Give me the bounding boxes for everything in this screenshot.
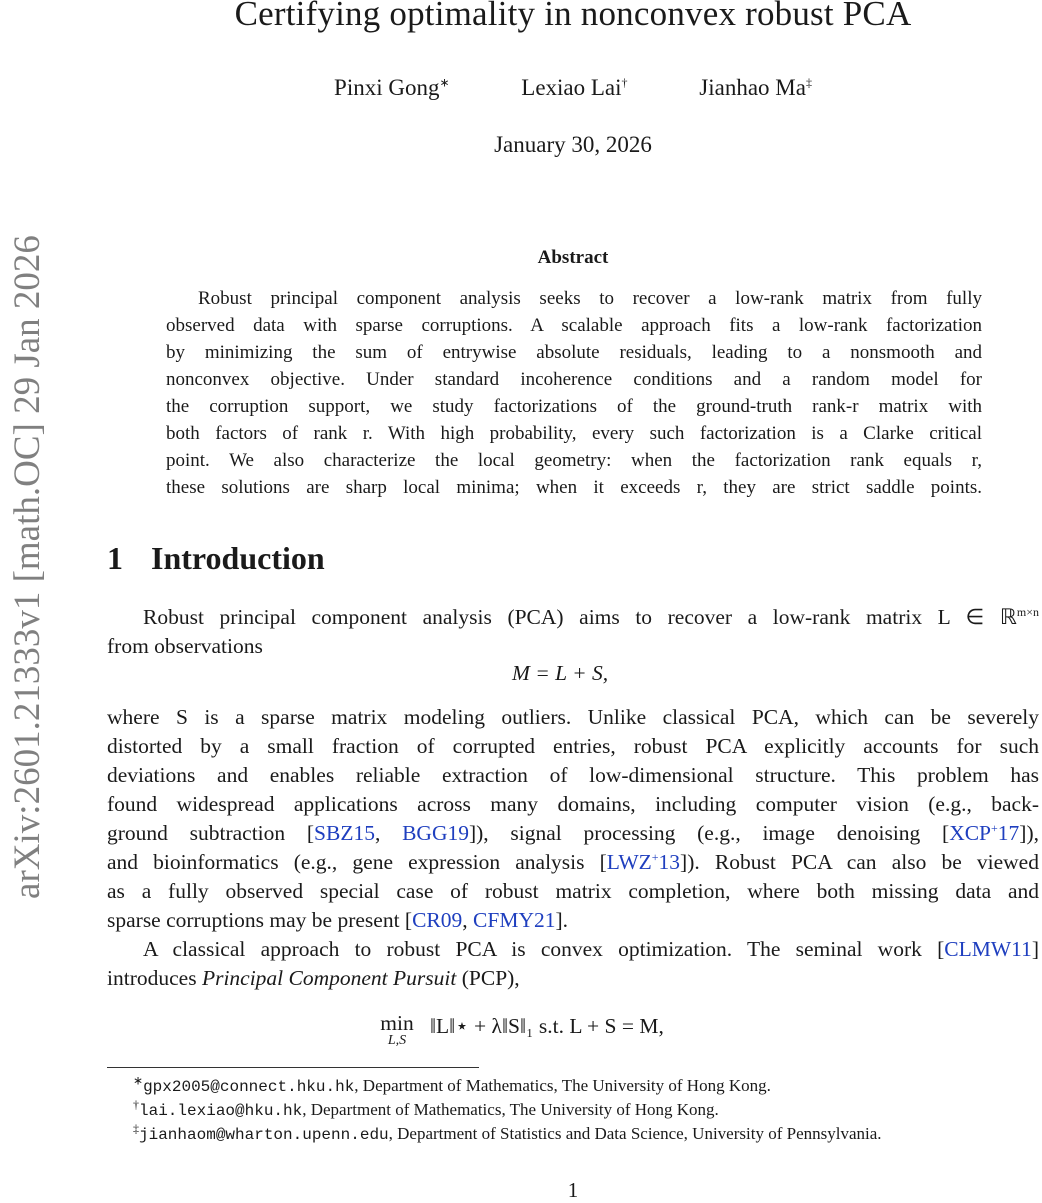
body-line: found widespread applications across many domains, including computer vision (e.g., back- xyxy=(107,792,1039,816)
abstract-line: Robust principal component analysis seeks to recover a low-rank matrix from fully xyxy=(198,288,982,309)
body-line: where S is a sparse matrix modeling outliers. Unlike classical PCA, which can be severely xyxy=(107,705,1039,729)
email: lai.lexiao@hku.hk xyxy=(139,1102,303,1120)
body-line: and bioinformatics (e.g., gene expression analysis [LWZ+13]). Robust PCA can also be viewed xyxy=(107,849,1039,874)
section-title: Introduction xyxy=(151,540,325,576)
citation-link[interactable]: LWZ+13 xyxy=(606,849,681,874)
citation-link[interactable]: XCP+17 xyxy=(949,820,1020,845)
abstract-line: these solutions are sharp local minima; when it exceeds r, they are strict saddle points. xyxy=(166,477,982,498)
author: Lexiao Lai† xyxy=(521,75,628,100)
section-heading xyxy=(107,540,325,577)
footnote: ‡jianhaom@wharton.upenn.edu, Department of Statistics and Data Science, University of Pennsylvania. xyxy=(133,1121,882,1144)
email: gpx2005@connect.hku.hk xyxy=(143,1078,355,1096)
emphasis-term: Principal Component Pursuit xyxy=(201,966,457,990)
footnote: †lai.lexiao@hku.hk, Department of Mathematics, The University of Hong Kong. xyxy=(133,1097,719,1120)
abstract-line: the corruption support, we study factorizations of the ground-truth rank-r matrix with xyxy=(166,396,982,417)
body-line: as a fully observed special case of robust matrix completion, where both missing data and xyxy=(107,879,1039,903)
paper-title: Certifying optimality in nonconvex robust PCA xyxy=(234,0,912,33)
author: Jianhao Ma‡ xyxy=(699,75,812,100)
paper-date: January 30, 2026 xyxy=(494,132,652,157)
abstract-line: by minimizing the sum of entrywise absolute residuals, leading to a nonsmooth and xyxy=(166,342,982,363)
body-line: Robust principal component analysis (PCA) aims to recover a low-rank matrix L ∈ ℝ$^{m\times n}$ xyxy=(143,604,1039,629)
page-number: 1 xyxy=(567,1178,579,1202)
email: jianhaom@wharton.upenn.edu xyxy=(139,1126,389,1144)
citation-link[interactable]: CR09 xyxy=(412,908,463,932)
citation-link[interactable]: CLMW11 xyxy=(944,937,1032,961)
body-line: distorted by a small fraction of corrupted entries, robust PCA explicitly accounts for such xyxy=(107,734,1039,758)
equation-min-operator: min L,S xyxy=(380,1011,414,1048)
equation-decomposition: M = L + S, xyxy=(512,661,609,685)
equation-pcp: ‖L‖⋆ + λ‖S‖₁ s.t. L + S = M, xyxy=(430,1014,664,1038)
footnote-rule xyxy=(107,1067,479,1068)
body-line: introduces Principal Component Pursuit (PCP), xyxy=(107,966,520,990)
citation-link[interactable]: BGG19 xyxy=(402,821,469,845)
citation-link[interactable]: CFMY21 xyxy=(473,908,556,932)
author: Pinxi Gong∗ xyxy=(334,75,450,100)
arxiv-stamp: arXiv:2601.21333v1 [math.OC] 29 Jan 2026 xyxy=(7,235,48,899)
abstract-heading: Abstract xyxy=(537,247,609,268)
body-line: from observations xyxy=(107,634,263,658)
footnote: ∗gpx2005@connect.hku.hk, Department of Mathematics, The University of Hong Kong. xyxy=(133,1073,771,1096)
author-list xyxy=(100,75,1042,101)
abstract-line: nonconvex objective. Under standard incoherence conditions and a random model for xyxy=(166,369,982,390)
section-number: 1 xyxy=(107,540,123,576)
abstract-line: point. We also characterize the local geometry: when the factorization rank equals r, xyxy=(166,450,982,471)
abstract-line: both factors of rank r. With high probability, every such factorization is a Clarke critical xyxy=(166,423,982,444)
body-line: ground subtraction [SBZ15, BGG19]), signal processing (e.g., image denoising [XCP+17]), xyxy=(107,820,1039,845)
citation-link[interactable]: SBZ15 xyxy=(314,821,375,845)
body-line: deviations and enables reliable extraction of low-dimensional structure. This problem has xyxy=(107,763,1039,787)
body-line: sparse corruptions may be present [CR09, CFMY21]. xyxy=(107,908,569,932)
abstract-line: observed data with sparse corruptions. A scalable approach fits a low-rank factorization xyxy=(166,315,982,336)
body-line: A classical approach to robust PCA is convex optimization. The seminal work [CLMW11] xyxy=(143,937,1039,961)
